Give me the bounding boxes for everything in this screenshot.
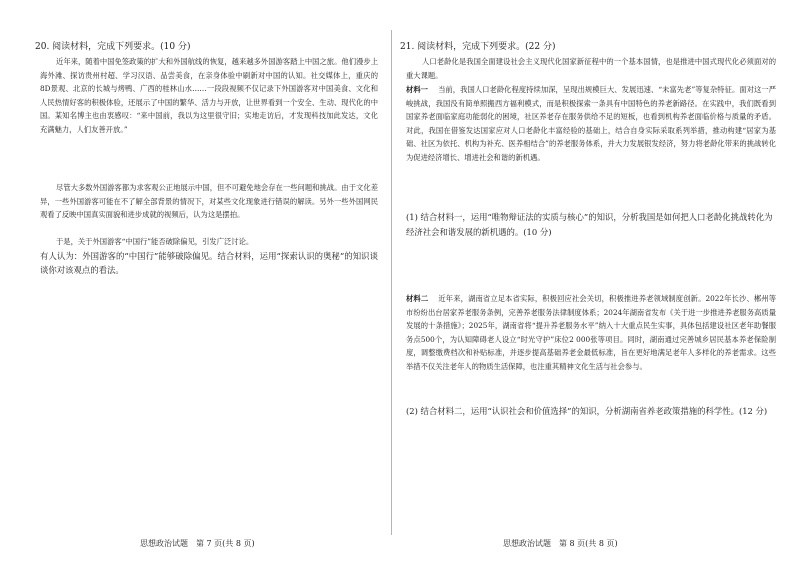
page-divider xyxy=(391,30,392,535)
q20-heading: 20. 阅读材料，完成下列要求。(10 分) xyxy=(35,42,191,52)
material-2 xyxy=(406,292,776,374)
q21-heading: 21. 阅读材料，完成下列要求。(22 分) xyxy=(400,42,556,52)
material-2-label: 材料二 xyxy=(406,294,429,303)
page-7 xyxy=(0,0,392,579)
q20-paragraph-3: 于是，关于外国游客“中国行”能否破除偏见，引发广泛讨论。 xyxy=(56,237,254,246)
q20-paragraph-2: 尽管大多数外国游客都为求客观公正地展示中国，但不可避免地会存在一些问题和挑战。由于文化差异，一些外国游客可能在不了解全部背景的情况下，对某些文化现象进行错误的解读。另外一些外国网民观看了反映中国真实面貌和进步成就的视频后，认为这是摆拍。 xyxy=(40,183,378,220)
material-2-text: 近年来，湖南省立足本省实际，积极回应社会关切，积极推进养老领域制度创新。2022年长沙、郴州等市纷纷出台居家养老服务条例，完善养老服务法律制度体系；2024年湖南省发布《关于进一步推进养老服务高质量发展的十条措施》；2025年，湖南省将“提升养老服务水平”纳入十大重点民生实事，具体包括建设社区老年助餐服务点500个，为认知障碍老人设立“时光守护”床位2 000张等项目。同时，湖南通过完善城乡居民基本养老保险制度，调整缴费档次和补贴标准，并逐步提高基础养老金最低标准，旨在更好地满足老年人多样化的养老需求。这些举措不仅关注老年人的物质生活保障，也注重其精神文化生活与社会参与。 xyxy=(406,294,776,371)
page-footer-7: 思想政治试题 第 7 页(共 8 页) xyxy=(140,539,255,548)
q20-paragraph-1: 近年来，随着中国免签政策的扩大和外国航线的恢复，越来越多外国游客踏上中国之旅。他们漫步上海外滩、探访贵州村超、学习汉语、品尝美食，在亲身体验中刷新对中国的认知。社交媒体上，重庆的8D景观、北京的长城与烤鸭、广西的桂林山水……一段段视频不仅记录下外国游客对中国美食、文化和人民热情好客的积极体验，还展示了中国的繁华、活力与开放，让世界看到一个安全、生动、现代化的中国。某知名博主也由衷感叹：“来中国前，我以为这里很守旧；实地走访后，才发现科技加此发达，文化充满魅力，人们友善开放。” xyxy=(40,57,378,134)
page-footer-8: 思想政治试题 第 8 页(共 8 页) xyxy=(503,539,618,548)
material-1-label: 材料一 xyxy=(406,85,429,94)
q20-question: 有人认为：外国游客的“中国行”能够破除偏见。结合材料，运用“探索认识的奥秘”的知识谈谈你对该观点的看法。 xyxy=(40,251,378,275)
q21-subquestion-2: (2) 结合材料二，运用“认识社会和价值选择”的知识，分析湖南省养老政策措施的科学性。(12 分) xyxy=(406,406,768,416)
q21-subquestion-1: (1) 结合材料一，运用“唯物辩证法的实质与核心”的知识，分析我国是如何把人口老龄化挑战转化为经济社会和谐发展的新机遇的。(10 分) xyxy=(406,212,773,237)
q21-intro: 人口老龄化是我国全面建设社会主义现代化国家新征程中的一个基本国情，也是推进中国式现代化必须面对的重大课题。 xyxy=(406,57,776,80)
material-1-text: 当前，我国人口老龄化程度持续加深，呈现出规模巨大、发展迅速、“未富先老”等复杂特征。面对这一严峻挑战，我国没有简单照搬西方福利模式，而是积极探索一条具有中国特色的养老新路径。在实践中，我们既看到国家养老面临家庭功能弱化的困境，社区养老存在服务供给不足的短板，也看到机构养老面临价格与质量的矛盾。对此，我国在借鉴发达国家应对人口老龄化丰富经验的基础上，结合自身实际采取系列举措，推动构建“居家为基础、社区为依托、机构为补充、医养相结合”的养老服务体系，并大力发展银发经济，努力将老龄化带来的挑战转化为促进经济增长、增进社会和谐的新机遇。 xyxy=(406,85,776,162)
material-1 xyxy=(406,83,776,165)
page-8 xyxy=(400,0,800,579)
